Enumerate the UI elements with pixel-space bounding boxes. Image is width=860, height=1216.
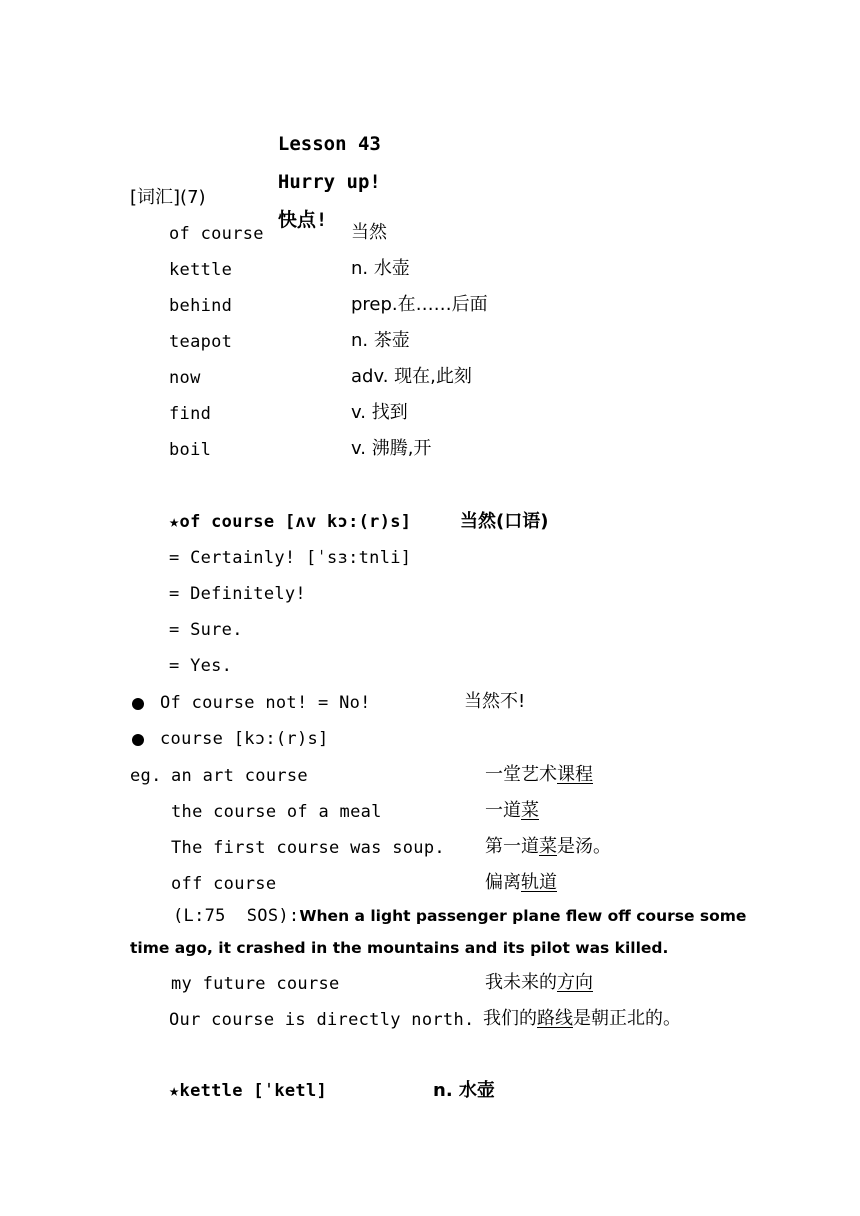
example-en: The first course was soup.: [171, 838, 445, 858]
bullet-text: Of course not! = No!: [160, 693, 371, 713]
synonym: = Certainly! [ˈsɜ:tnli]: [169, 548, 412, 568]
headword-of-course: ★of course [ʌv kɔ:(r)s]: [169, 512, 412, 532]
headword-kettle-meaning: n. 水壶: [433, 1080, 495, 1101]
vocab-meaning: adv. 现在,此刻: [351, 366, 472, 387]
quote-line-2: time ago, it crashed in the mountains and its pilot was killed.: [130, 939, 669, 957]
quote-ref: (L:75 SOS):: [173, 906, 300, 926]
vocab-meaning: prep.在……后面: [351, 294, 488, 315]
vocab-word: teapot: [169, 332, 233, 352]
vocab-word: find: [169, 404, 212, 424]
example-en: the course of a meal: [171, 802, 382, 822]
quote-text-1: When a light passenger plane flew off course some: [299, 907, 747, 925]
headword-of-course-meaning: 当然(口语): [460, 511, 549, 532]
title-english: Hurry up!: [277, 171, 381, 193]
example-en: Our course is directly north.: [169, 1010, 475, 1030]
headword-kettle: ★kettle [ˈketl]: [169, 1081, 328, 1101]
example-en: my future course: [171, 974, 340, 994]
synonym: = Yes.: [169, 656, 233, 676]
quote-line-1: [173, 908, 746, 925]
bullet-icon: [132, 733, 144, 749]
example-cn: 我们的路线是朝正北的。: [483, 1008, 681, 1029]
vocab-word: kettle: [169, 260, 233, 280]
title-chinese: 快点!: [277, 209, 328, 231]
example-cn: 第一道菜是汤。: [485, 836, 611, 857]
vocab-meaning: n. 水壶: [351, 258, 410, 279]
bullet-meaning: 当然不!: [464, 691, 526, 712]
synonym: = Sure.: [169, 620, 243, 640]
vocab-word: behind: [169, 296, 233, 316]
vocab-heading: [词汇](7): [130, 187, 206, 208]
vocab-meaning: n. 茶壶: [351, 330, 410, 351]
vocab-meaning: v. 找到: [351, 402, 408, 423]
bullet-icon: [132, 697, 144, 713]
example-prefix: eg.: [130, 766, 162, 786]
synonym: = Definitely!: [169, 584, 306, 604]
example-en: an art course: [171, 766, 308, 786]
page-title: [255, 116, 381, 230]
vocab-meaning: v. 沸腾,开: [351, 438, 432, 459]
vocab-word: now: [169, 368, 201, 388]
example-cn: 一堂艺术课程: [485, 764, 593, 785]
vocab-word: boil: [169, 440, 212, 460]
example-cn: 一道菜: [485, 800, 539, 821]
example-cn: 偏离轨道: [485, 872, 557, 893]
vocab-word: of course: [169, 224, 264, 244]
vocab-meaning: 当然: [351, 222, 387, 243]
title-lesson: Lesson 43: [277, 133, 381, 155]
example-en: off course: [171, 874, 277, 894]
example-cn: 我未来的方向: [485, 972, 593, 993]
bullet-text: course [kɔ:(r)s]: [160, 729, 329, 749]
